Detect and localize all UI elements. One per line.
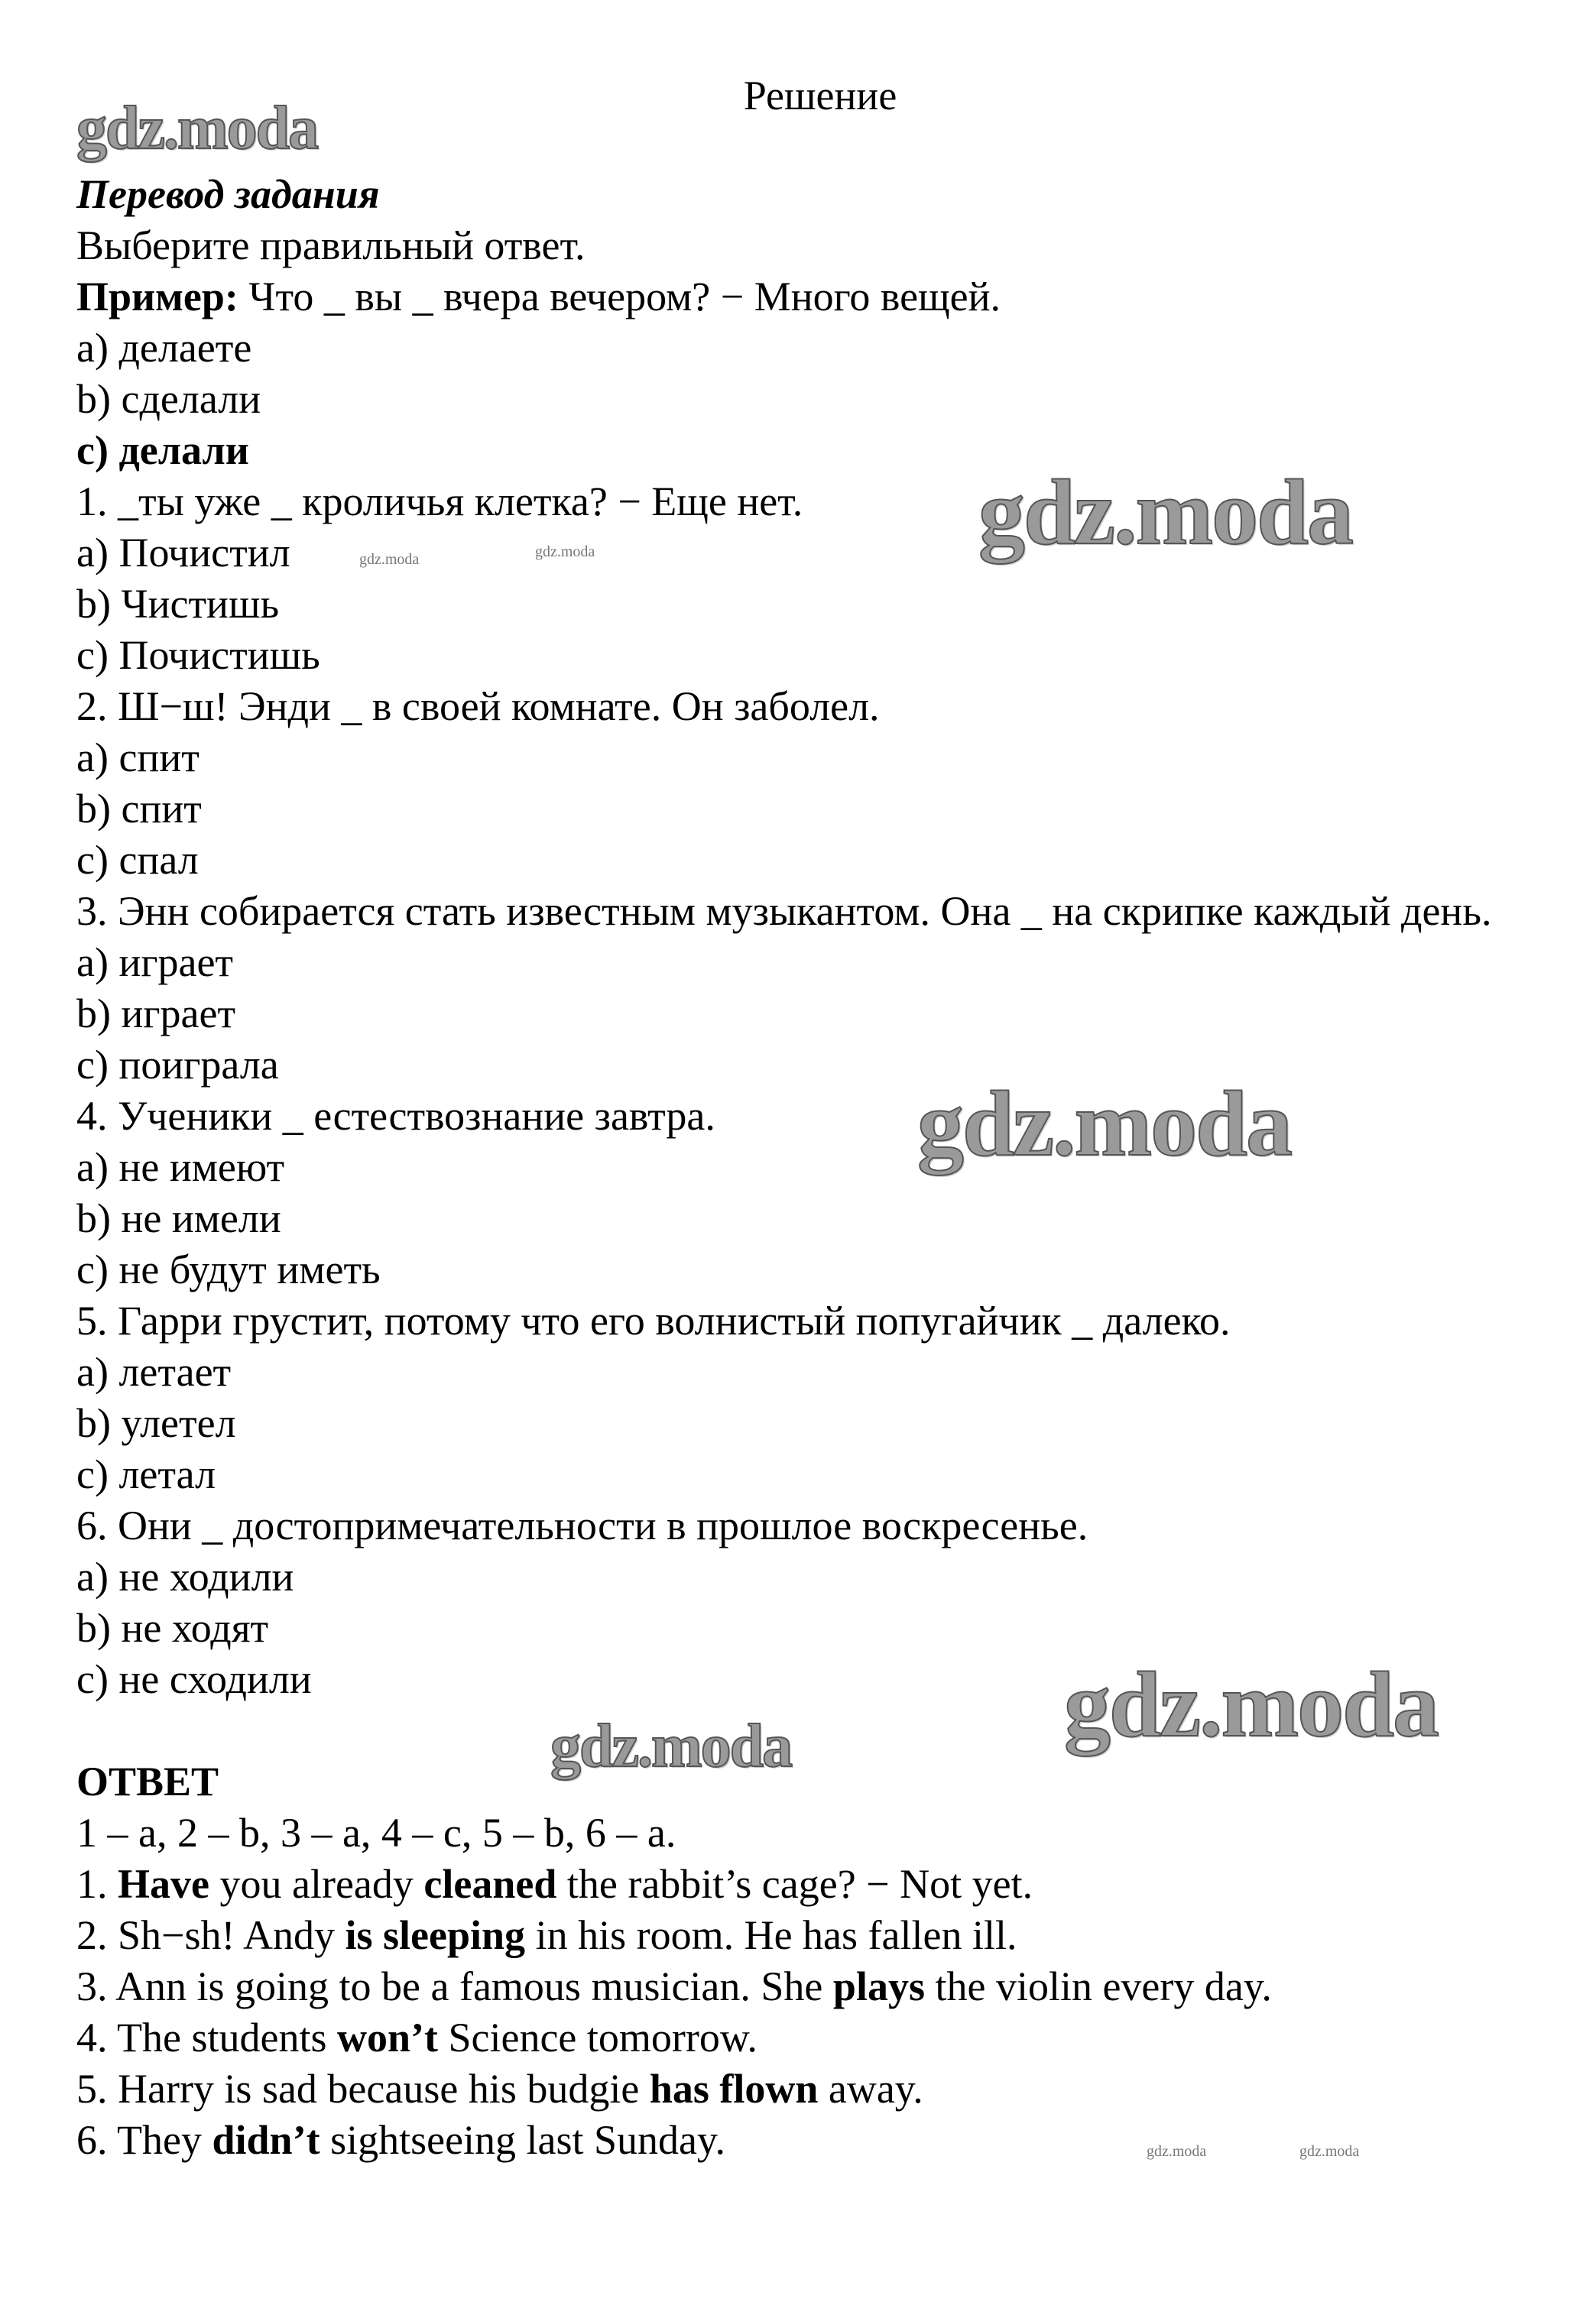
text-line bbox=[76, 169, 1575, 220]
text-line bbox=[76, 630, 1575, 681]
watermark-small: gdz.moda bbox=[535, 543, 595, 560]
text: 6. Они _ достопримечательности в прошлое воскресенье. bbox=[76, 1503, 1088, 1548]
text-line bbox=[76, 835, 1575, 886]
text: 2. Ш−ш! Энди _ в своей комнате. Он заболел. bbox=[76, 683, 880, 729]
text: c) летал bbox=[76, 1451, 216, 1497]
text: away. bbox=[818, 2066, 923, 2112]
bold-text: plays bbox=[832, 1963, 925, 2009]
text-line bbox=[76, 323, 1575, 374]
text: b) сделали bbox=[76, 376, 261, 422]
text: a) играет bbox=[76, 939, 234, 985]
text-line bbox=[76, 681, 1575, 732]
text-line bbox=[76, 1808, 1575, 1859]
bold-text: Have bbox=[118, 1861, 209, 1907]
text-line bbox=[76, 988, 1575, 1039]
text-line bbox=[76, 1193, 1575, 1244]
text: c) спал bbox=[76, 837, 199, 883]
text-line bbox=[76, 783, 1575, 835]
text: sightseeing last Sunday. bbox=[320, 2117, 726, 2163]
watermark-logo: gdz.moda bbox=[1064, 1653, 1438, 1756]
text-line bbox=[76, 1347, 1575, 1398]
text: 6. They bbox=[76, 2117, 212, 2163]
page-title: Решение bbox=[743, 73, 897, 118]
bold-text: Пример: bbox=[76, 274, 238, 319]
text: 3. Ann is going to be a famous musician. She bbox=[76, 1963, 833, 2009]
text-line bbox=[76, 1551, 1575, 1603]
text: in his room. He has fallen ill. bbox=[525, 1912, 1017, 1958]
text: 1. _ты уже _ кроличья клетка? − Еще нет. bbox=[76, 478, 803, 524]
text-line bbox=[76, 1910, 1575, 1961]
text: 2. Sh−sh! Andy bbox=[76, 1912, 345, 1958]
text-line bbox=[76, 374, 1575, 425]
text-line bbox=[76, 937, 1575, 988]
text-line bbox=[76, 1654, 1575, 1705]
bold-text: is sleeping bbox=[345, 1912, 526, 1958]
text-line bbox=[76, 1398, 1575, 1449]
solution-text bbox=[76, 169, 1575, 2166]
text: 3. Энн собирается стать известным музыкантом. Она _ на скрипке каждый день. bbox=[76, 888, 1492, 934]
text-line bbox=[76, 1244, 1575, 1295]
text-line bbox=[76, 220, 1575, 271]
text: a) летает bbox=[76, 1349, 232, 1395]
text-line bbox=[76, 732, 1575, 783]
text-line bbox=[76, 476, 1575, 527]
text: a) делаете bbox=[76, 325, 252, 371]
text-line bbox=[76, 425, 1575, 476]
text: a) не ходили bbox=[76, 1554, 294, 1600]
bold-text: ОТВЕТ bbox=[76, 1759, 219, 1804]
text-line bbox=[76, 1603, 1575, 1654]
text-line bbox=[76, 1705, 1575, 1756]
text: the rabbit’s cage? − Not yet. bbox=[556, 1861, 1033, 1907]
bold-text: has flown bbox=[649, 2066, 819, 2112]
watermark-logo: gdz.moda bbox=[550, 1713, 792, 1780]
text: b) Чистишь bbox=[76, 581, 280, 627]
text: b) спит bbox=[76, 786, 202, 832]
text-line bbox=[76, 2115, 1575, 2166]
text-line bbox=[76, 1039, 1575, 1091]
text-line bbox=[76, 1756, 1575, 1808]
text-line bbox=[76, 579, 1575, 630]
watermark-logo: gdz.moda bbox=[978, 461, 1352, 564]
text: you already bbox=[209, 1861, 424, 1907]
text-line bbox=[76, 1859, 1575, 1910]
text: Science tomorrow. bbox=[437, 2015, 757, 2060]
text: 1 – a, 2 – b, 3 – a, 4 – c, 5 – b, 6 – a. bbox=[76, 1810, 676, 1856]
text-line bbox=[76, 1142, 1575, 1193]
text: c) Почистишь bbox=[76, 632, 320, 678]
text-line bbox=[76, 527, 1575, 579]
text: a) спит bbox=[76, 734, 200, 780]
text: Что _ вы _ вчера вечером? − Много вещей. bbox=[238, 274, 1001, 319]
watermark-small: gdz.moda bbox=[1299, 2143, 1360, 2160]
bold-text: Перевод задания bbox=[76, 171, 380, 217]
watermark-logo: gdz.moda bbox=[917, 1072, 1291, 1175]
bold-text: didn’t bbox=[212, 2117, 320, 2163]
text-line bbox=[76, 2012, 1575, 2064]
text: 4. Ученики _ естествознание завтра. bbox=[76, 1093, 715, 1139]
text-line bbox=[76, 1961, 1575, 2012]
text: c) поиграла bbox=[76, 1042, 279, 1088]
text: a) не имеют bbox=[76, 1144, 285, 1190]
text: the violin every day. bbox=[924, 1963, 1272, 2009]
text: b) не имели bbox=[76, 1195, 281, 1241]
text: 5. Harry is sad because his budgie bbox=[76, 2066, 650, 2112]
text: 1. bbox=[76, 1861, 118, 1907]
text: Выберите правильный ответ. bbox=[76, 222, 586, 268]
text-line bbox=[76, 1295, 1575, 1347]
watermark-logo: gdz.moda bbox=[76, 95, 318, 162]
text-line bbox=[76, 886, 1575, 937]
text-line bbox=[76, 2064, 1575, 2115]
text: c) не будут иметь bbox=[76, 1247, 381, 1292]
watermark-small: gdz.moda bbox=[1147, 2143, 1207, 2160]
bold-text: c) делали bbox=[76, 427, 249, 473]
text: b) играет bbox=[76, 991, 236, 1036]
text: 5. Гарри грустит, потому что его волнистый попугайчик _ далеко. bbox=[76, 1298, 1231, 1344]
bold-text: cleaned bbox=[423, 1861, 557, 1907]
text: b) улетел bbox=[76, 1400, 236, 1446]
text: b) не ходят bbox=[76, 1605, 269, 1651]
text-line bbox=[76, 271, 1575, 323]
watermark-small: gdz.moda bbox=[359, 551, 420, 568]
text: c) не сходили bbox=[76, 1656, 312, 1702]
bold-text: won’t bbox=[336, 2015, 438, 2060]
text: 4. The students bbox=[76, 2015, 337, 2060]
text: a) Почистил bbox=[76, 530, 290, 576]
text-line bbox=[76, 1500, 1575, 1551]
text-line bbox=[76, 1449, 1575, 1500]
text-line bbox=[76, 1091, 1575, 1142]
